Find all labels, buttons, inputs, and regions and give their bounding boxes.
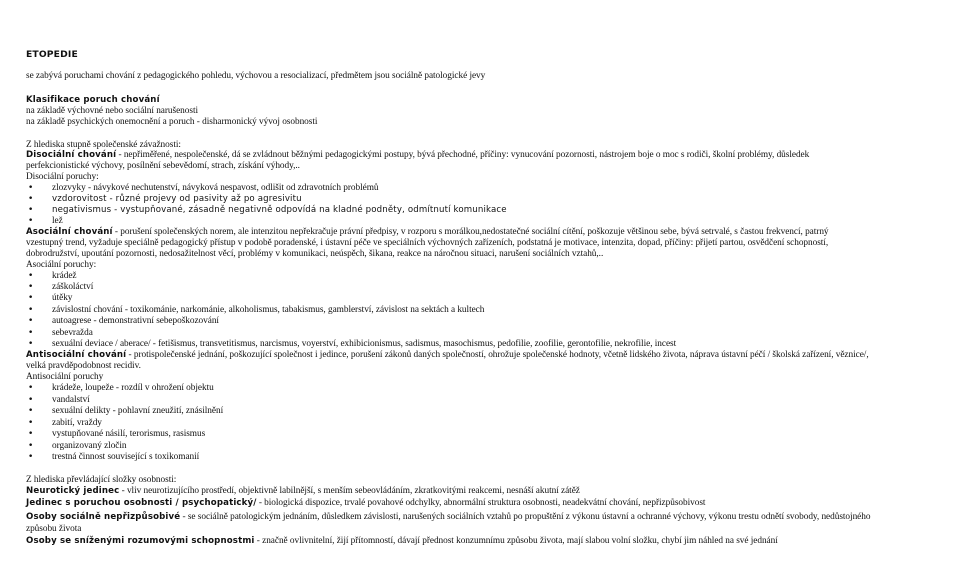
reduced-line [26,536,778,547]
reduced-term: Osoby se sníženými rozumovými schopnostmi [26,536,255,546]
asocial-term: Asociální chování [26,227,113,237]
bullet-icon: • [28,441,34,451]
bullet-icon: • [28,316,34,326]
maladaptive-line [26,512,870,523]
bullet-icon: • [28,328,34,338]
maladaptive-desc-cont: způsobu života [26,524,82,534]
dissocial-term: Disociální chování [26,150,117,160]
intro-text: se zabývá poruchami chování z pedagogického pohledu, výchovou a resocializací, předmětem jsou sociálně patologické jevy [26,71,486,81]
bullet-icon: • [28,271,34,281]
neurotic-desc: - vliv neurotizujícího prostředí, objektivně labilnější, s menším sebeovládáním, zkratkovitými reakcemi, nesnáší akutní zátěž [119,486,580,496]
asocial-list-label: Asociální poruchy: [26,260,97,270]
bullet-icon: • [28,205,34,215]
antisocial-desc-cont: velká pravděpodobnost recidiv. [26,361,141,371]
disorder-term: Jedinec s poruchou osobnosti / psychopatický/ [26,498,257,508]
bullet-icon: • [28,452,34,462]
dissocial-list-label: Disociální poruchy: [26,172,99,182]
bullet-icon: • [28,305,34,315]
bullet-icon: • [28,194,34,204]
asocial-desc-cont: dobrodružství, upoutání pozornosti, nedosažitelnost věcí, problémy v komunikaci, neúspěch, šikana, reakce na náročnou situaci, narušení sociálních vztahů,.. [26,249,604,259]
asocial-desc: - porušení společenských norem, ale intenzitou nepřekračuje právní předpisy, v rozporu s morálkou,nedostatečné sociální cítění, poškozuje většinou sebe, bývá setrvalé, s častou frekvencí, patrný [112,227,829,237]
disorder-desc: - biologická dispozice, trvalé povahové odchylky, abnormální struktura osobnosti, neadekvátní chování, nepřizpůsobivost [256,498,706,508]
maladaptive-term: Osoby sociálně nepřizpůsobivé [26,512,181,522]
antisocial-paragraph-line [26,350,869,361]
bullet-icon: • [28,429,34,439]
maladaptive-desc: - se sociálně patologickým jednáním, důsledkem závislosti, narušených sociálních vztahů po propuštění z výkonu ústavní a ochranné výchovy, výkonu trestu odnětí svobody, nedůstojného [180,512,871,522]
bullet-icon: • [28,383,34,393]
classification-item: na základě psychických onemocnění a poruch - disharmonický vývoj osobnosti [26,117,318,127]
bullet-icon: • [28,183,34,193]
asocial-desc-cont: vzestupný trend, vyžaduje speciálně pedagogický přístup v podobě poradenské, i ústavní péče ve speciálních výchovných zařízeních, podstatná je motivace, intenzita, dopad, příčiny: přijetí partou, osvědčení schopností, [26,238,829,248]
bullet-icon: • [28,339,34,349]
dissocial-paragraph-line [26,150,809,161]
bullet-icon: • [28,406,34,416]
classification-item: na základě výchovné nebo sociální narušenosti [26,106,199,116]
dissocial-desc-cont: perfekcionistické výchovy, posílnění sebevědomí, strach, získání výhody,.. [26,161,300,171]
neurotic-term: Neurotický jedinec [26,486,120,496]
bullet-icon: • [28,282,34,292]
disorder-line [26,498,705,509]
personality-intro: Z hlediska převládající složky osobnosti: [26,475,177,485]
asocial-paragraph-line [26,227,829,238]
antisocial-desc: - protispolečenské jednání, poškozující společnost i jedince, porušení zákonů daných společností, ohrožuje společenské hodnoty, včetně lidského života, náprava ústavní péčí / školská zařízení, věznice/, [126,350,869,360]
neurotic-line [26,486,580,497]
bullet-icon: • [28,216,34,226]
antisocial-list-label: Antisociální poruchy [26,372,104,382]
dissocial-desc: - nepřiměřené, nespolečenské, dá se zvládnout běžnými pedagogickými postupy, bývá přechodné, příčiny: vynucování pozornosti, nástrojem boje o moc s rodiči, školní problémy, důsledek [116,150,810,160]
bullet-icon: • [28,418,34,428]
antisocial-term: Antisociální chování [26,350,127,360]
social-intro: Z hlediska stupně společenské závažnosti: [26,140,181,150]
bullet-icon: • [28,395,34,405]
reduced-desc: - značně ovlivnitelní, žijí přítomností, dávají přednost konzumnímu způsobu života, mají slabou volní složku, chybí jim náhled na své jednání [254,536,778,546]
bullet-icon: • [28,293,34,303]
classification-heading: Klasifikace poruch chování [26,95,160,105]
document-title: ETOPEDIE [26,49,78,60]
